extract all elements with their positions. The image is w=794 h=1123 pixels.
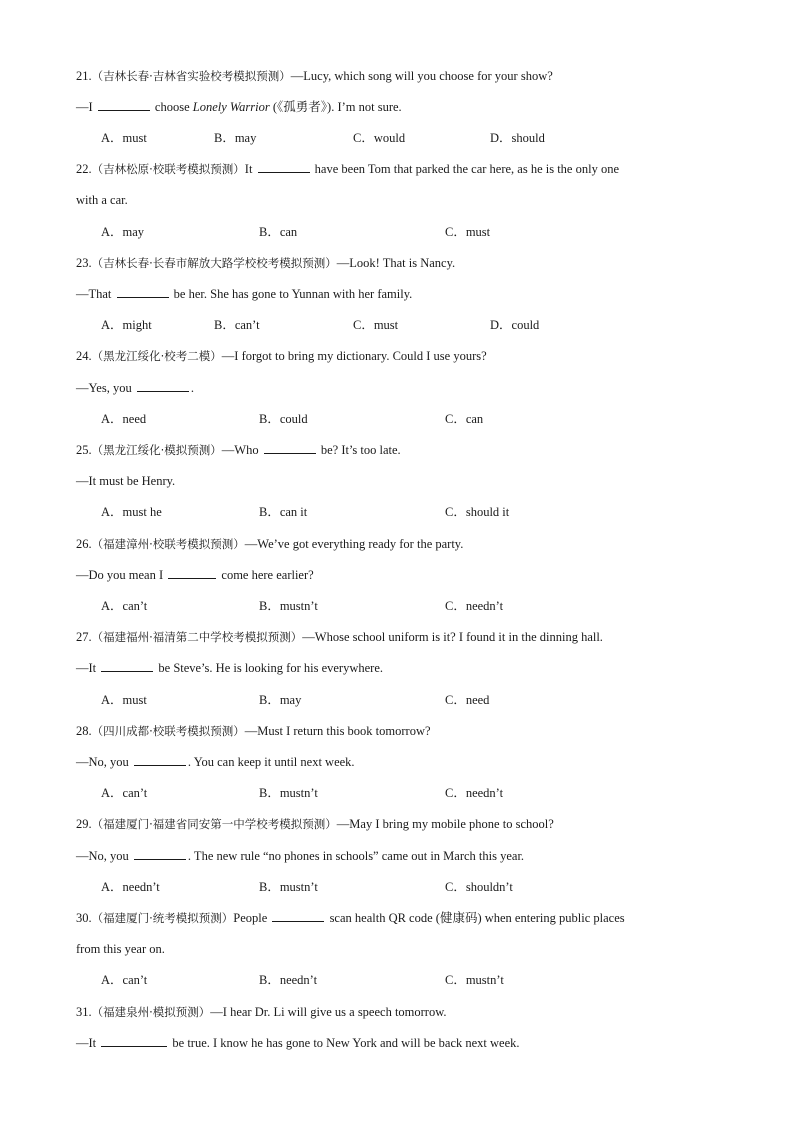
question-24-line2: —Yes, you .	[76, 381, 194, 395]
option-a[interactable]: A．may	[101, 225, 145, 239]
option-c[interactable]: C．mustn’t	[445, 973, 504, 987]
answer-blank[interactable]	[101, 1035, 167, 1047]
option-a[interactable]: A．can’t	[101, 786, 148, 800]
option-a[interactable]: A．need	[101, 412, 147, 426]
question-29-stem: 29.（福建厦门·福建省同安第一中学校考模拟预测）—May I bring my mobile phone to school?	[76, 817, 554, 831]
option-c[interactable]: C．needn’t	[445, 599, 504, 613]
option-a[interactable]: A．must	[101, 131, 147, 145]
answer-blank[interactable]	[168, 567, 216, 579]
option-b[interactable]: B．can it	[259, 505, 308, 519]
question-23-line2: —That be her. She has gone to Yunnan with her family.	[76, 287, 413, 301]
option-b[interactable]: B．can	[259, 225, 298, 239]
option-c[interactable]: C．must	[353, 318, 399, 332]
option-c[interactable]: C．can	[445, 412, 484, 426]
option-b[interactable]: B．mustn’t	[259, 599, 318, 613]
option-a[interactable]: A．needn’t	[101, 880, 160, 894]
option-b[interactable]: B．could	[259, 412, 308, 426]
option-a[interactable]: A．can’t	[101, 973, 148, 987]
option-c[interactable]: C．shouldn’t	[445, 880, 513, 894]
question-27-line2: —It be Steve’s. He is looking for his everywhere.	[76, 661, 383, 675]
question-26-line2: —Do you mean I come here earlier?	[76, 568, 314, 582]
option-c[interactable]: C．must	[445, 225, 491, 239]
option-c[interactable]: C．need	[445, 693, 490, 707]
question-21-stem: 21.（吉林长春·吉林省实验校考模拟预测）—Lucy, which song will you choose for your show?	[76, 69, 553, 83]
question-31-stem: 31.（福建泉州·模拟预测）—I hear Dr. Li will give us a speech tomorrow.	[76, 1005, 447, 1019]
answer-blank[interactable]	[272, 910, 324, 922]
option-a[interactable]: A．might	[101, 318, 152, 332]
question-25-stem: 25.（黑龙江绥化·模拟预测）—Who be? It’s too late.	[76, 443, 401, 457]
question-30-line2: from this year on.	[76, 942, 165, 956]
option-c[interactable]: C．needn’t	[445, 786, 504, 800]
option-b[interactable]: B．may	[214, 131, 257, 145]
question-22-line2: with a car.	[76, 193, 128, 207]
question-21-line2: —I choose Lonely Warrior (《孤勇者》). I’m not sure.	[76, 100, 402, 114]
answer-blank[interactable]	[137, 380, 189, 392]
option-c[interactable]: C．should it	[445, 505, 510, 519]
question-29-line2: —No, you . The new rule “no phones in schools” came out in March this year.	[76, 849, 525, 863]
question-24-stem: 24.（黑龙江绥化·校考二模）—I forgot to bring my dictionary. Could I use yours?	[76, 349, 487, 363]
option-c[interactable]: C．would	[353, 131, 406, 145]
option-b[interactable]: B．mustn’t	[259, 786, 318, 800]
question-27-stem: 27.（福建福州·福清第二中学校考模拟预测）—Whose school uniform is it? I found it in the dinning hall.	[76, 630, 603, 644]
option-d[interactable]: D．should	[490, 131, 545, 145]
answer-blank[interactable]	[134, 848, 186, 860]
question-31-line2: —It be true. I know he has gone to New York and will be back next week.	[76, 1036, 520, 1050]
option-d[interactable]: D．could	[490, 318, 540, 332]
question-25-line2: —It must be Henry.	[76, 474, 176, 488]
question-28-stem: 28.（四川成都·校联考模拟预测）—Must I return this book tomorrow?	[76, 724, 431, 738]
question-28-line2: —No, you . You can keep it until next week.	[76, 755, 355, 769]
answer-blank[interactable]	[134, 754, 186, 766]
question-30-stem: 30.（福建厦门·统考模拟预测）People scan health QR code (健康码) when entering public places	[76, 911, 625, 925]
answer-blank[interactable]	[98, 99, 150, 111]
option-b[interactable]: B．may	[259, 693, 302, 707]
answer-blank[interactable]	[258, 161, 310, 173]
option-b[interactable]: B．mustn’t	[259, 880, 318, 894]
question-23-stem: 23.（吉林长春·长春市解放大路学校校考模拟预测）—Look! That is Nancy.	[76, 256, 456, 270]
option-a[interactable]: A．can’t	[101, 599, 148, 613]
option-a[interactable]: A．must he	[101, 505, 162, 519]
option-b[interactable]: B．needn’t	[259, 973, 318, 987]
answer-blank[interactable]	[264, 442, 316, 454]
answer-blank[interactable]	[117, 286, 169, 298]
option-b[interactable]: B．can’t	[214, 318, 260, 332]
option-a[interactable]: A．must	[101, 693, 147, 707]
question-26-stem: 26.（福建漳州·校联考模拟预测）—We’ve got everything ready for the party.	[76, 537, 464, 551]
answer-blank[interactable]	[101, 660, 153, 672]
question-22-stem: 22.（吉林松原·校联考模拟预测）It have been Tom that parked the car here, as he is the only one	[76, 162, 620, 176]
